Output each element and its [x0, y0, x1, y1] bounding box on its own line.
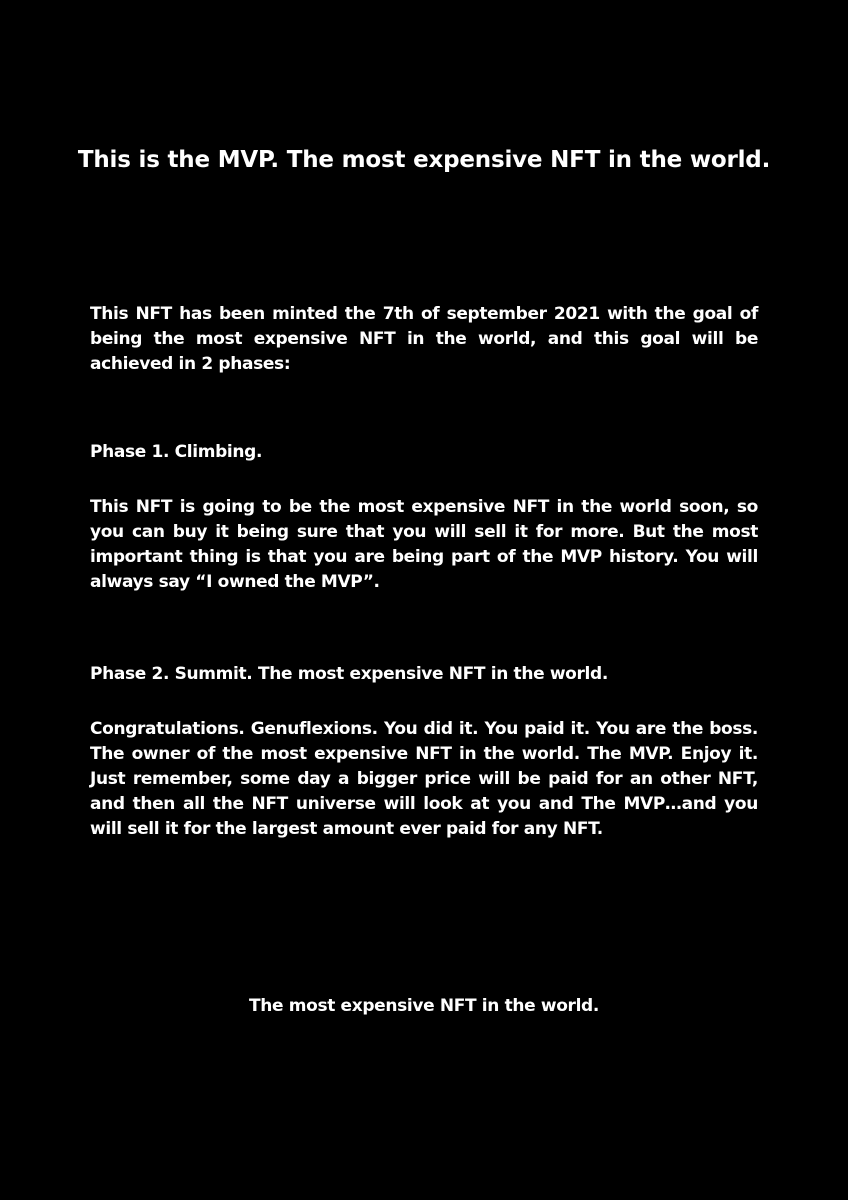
- phase-1-paragraph: This NFT is going to be the most expensive NFT in the world soon, so you can buy it being sure that you will sell it for more. But the most important thing is that you are being part of the MVP history. You will always say “I owned the MVP”.: [90, 497, 758, 592]
- intro-paragraph: This NFT has been minted the 7th of september 2021 with the goal of being the most expensive NFT in the world, and this goal will be achieved in 2 phases:: [90, 304, 758, 374]
- phase-2-paragraph: Congratulations. Genuflexions. You did it. You paid it. You are the boss. The owner of the most expensive NFT in the world. The MVP. Enjoy it. Just remember, some day a bigger price will be paid for an other NFT, and then all the NFT universe will look at you and The MVP…and you will sell it for the largest amount ever paid for any NFT.: [90, 719, 758, 839]
- phase-2-heading: Phase 2. Summit. The most expensive NFT in the world.: [90, 664, 608, 684]
- phase-1-heading: Phase 1. Climbing.: [90, 442, 263, 462]
- footer-tagline: The most expensive NFT in the world.: [249, 996, 599, 1016]
- page-title: This is the MVP. The most expensive NFT in the world.: [77, 147, 771, 173]
